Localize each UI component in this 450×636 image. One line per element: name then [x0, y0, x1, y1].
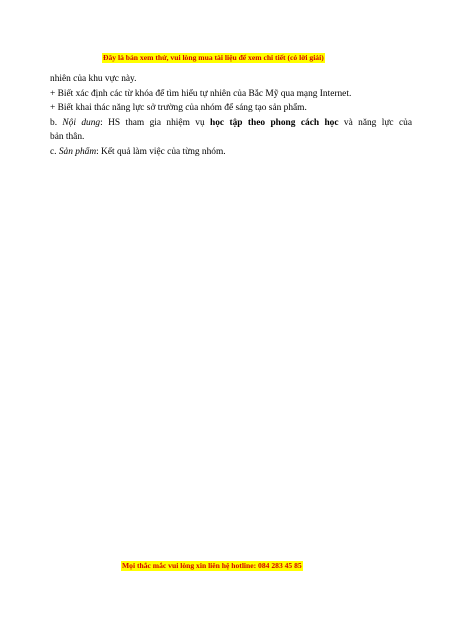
paragraph-content	[50, 116, 412, 131]
paragraph-text: : HS tham gia nhiệm vụ	[100, 117, 211, 128]
paragraph-prefix: b.	[50, 117, 63, 128]
body-line: + Biết khai thác năng lực sở trường của nhóm để sáng tạo sản phẩm.	[50, 103, 307, 114]
paragraph-continuation: bản thân.	[50, 132, 85, 143]
paragraph-text: : Kết quả làm việc của từng nhóm.	[96, 146, 226, 157]
paragraph-text: và năng lực của	[338, 117, 412, 128]
body-line: nhiên của khu vực này.	[50, 74, 137, 84]
body-line: + Biết xác định các từ khóa để tìm hiểu tự nhiên của Bắc Mỹ qua mạng Internet.	[50, 88, 352, 99]
hotline-notice-banner: Mọi thắc mắc vui lòng xin liên hệ hotline: 084 283 45 85	[122, 561, 302, 570]
paragraph-label: Sản phẩm	[58, 146, 97, 157]
paragraph-label: Nội dung	[62, 117, 101, 128]
paragraph-prefix: c.	[50, 146, 59, 157]
paragraph-product	[50, 145, 412, 160]
document-body	[50, 72, 412, 160]
paragraph-bold-text: học tập theo phong cách học	[210, 117, 339, 128]
preview-notice-banner: Đây là bản xem thử, vui lòng mua tài liệu để xem chi tiết (có lời giải)	[103, 53, 324, 62]
